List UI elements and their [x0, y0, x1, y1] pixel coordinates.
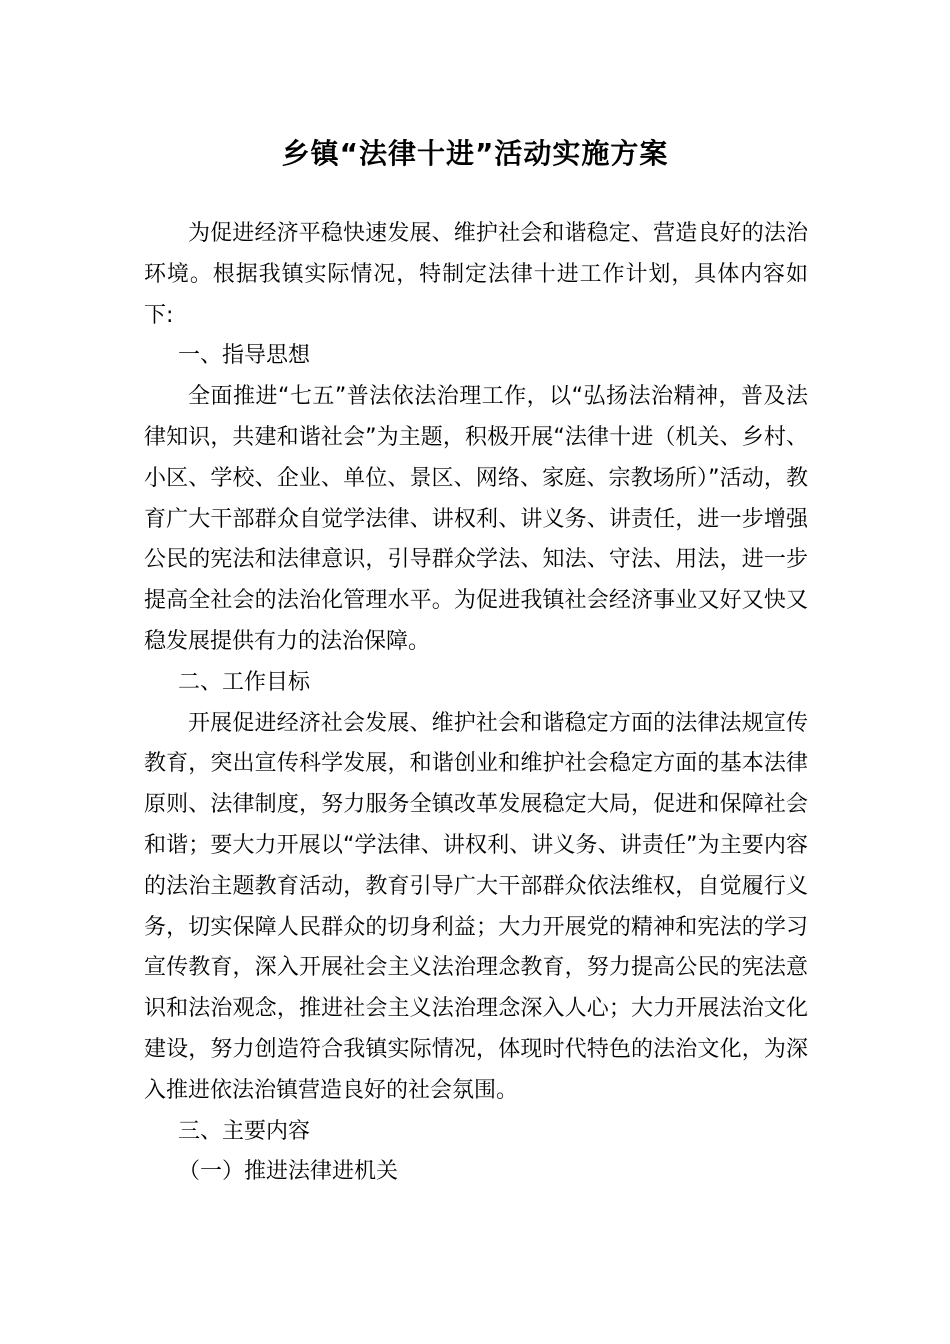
document-body	[144, 214, 808, 1193]
section-body-guiding-ideology: 全面推进“七五”普法依法治理工作，以“弘扬法治精神，普及法律知识，共建和谐社会”为主题，积极开展“法律十进（机关、乡村、小区、学校、企业、单位、景区、网络、家庭、宗教场所）”活动，教育广大干部群众自觉学法律、讲权利、讲义务、讲责任，进一步增强公民的宪法和法律意识，引导群众学法、知法、守法、用法，进一步提高全社会的法治化管理水平。为促进我镇社会经济事业又好又快又稳发展提供有力的法治保障。	[144, 384, 808, 654]
section-heading-main-content: 三、主要内容	[178, 1118, 311, 1144]
section-heading-guiding-ideology: 一、指导思想	[178, 343, 311, 369]
intro-paragraph: 为促进经济平稳快速发展、维护社会和谐稳定、营造良好的法治环境。根据我镇实际情况，特制定法律十进工作计划，具体内容如下:	[144, 221, 808, 328]
subsection-heading-law-into-organs: （一）推进法律进机关	[178, 1159, 399, 1185]
section-heading-work-goals: 二、工作目标	[178, 669, 311, 695]
section-body-work-goals: 开展促进经济社会发展、维护社会和谐稳定方面的法律法规宣传教育，突出宣传科学发展，和谐创业和维护社会稳定方面的基本法律原则、法律制度，努力服务全镇改革发展稳定大局，促进和保障社会和谐；要大力开展以“学法律、讲权利、讲义务、讲责任”为主要内容的法治主题教育活动，教育引导广大干部群众依法维权，自觉履行义务，切实保障人民群众的切身利益；大力开展党的精神和宪法的学习宣传教育，深入开展社会主义法治理念教育，努力提高公民的宪法意识和法治观念，推进社会主义法治理念深入人心；大力开展法治文化建设，努力创造符合我镇实际情况，体现时代特色的法治文化，为深入推进依法治镇营造良好的社会氛围。	[144, 710, 808, 1103]
document-title: 乡镇“法律十进”活动实施方案	[281, 137, 669, 170]
